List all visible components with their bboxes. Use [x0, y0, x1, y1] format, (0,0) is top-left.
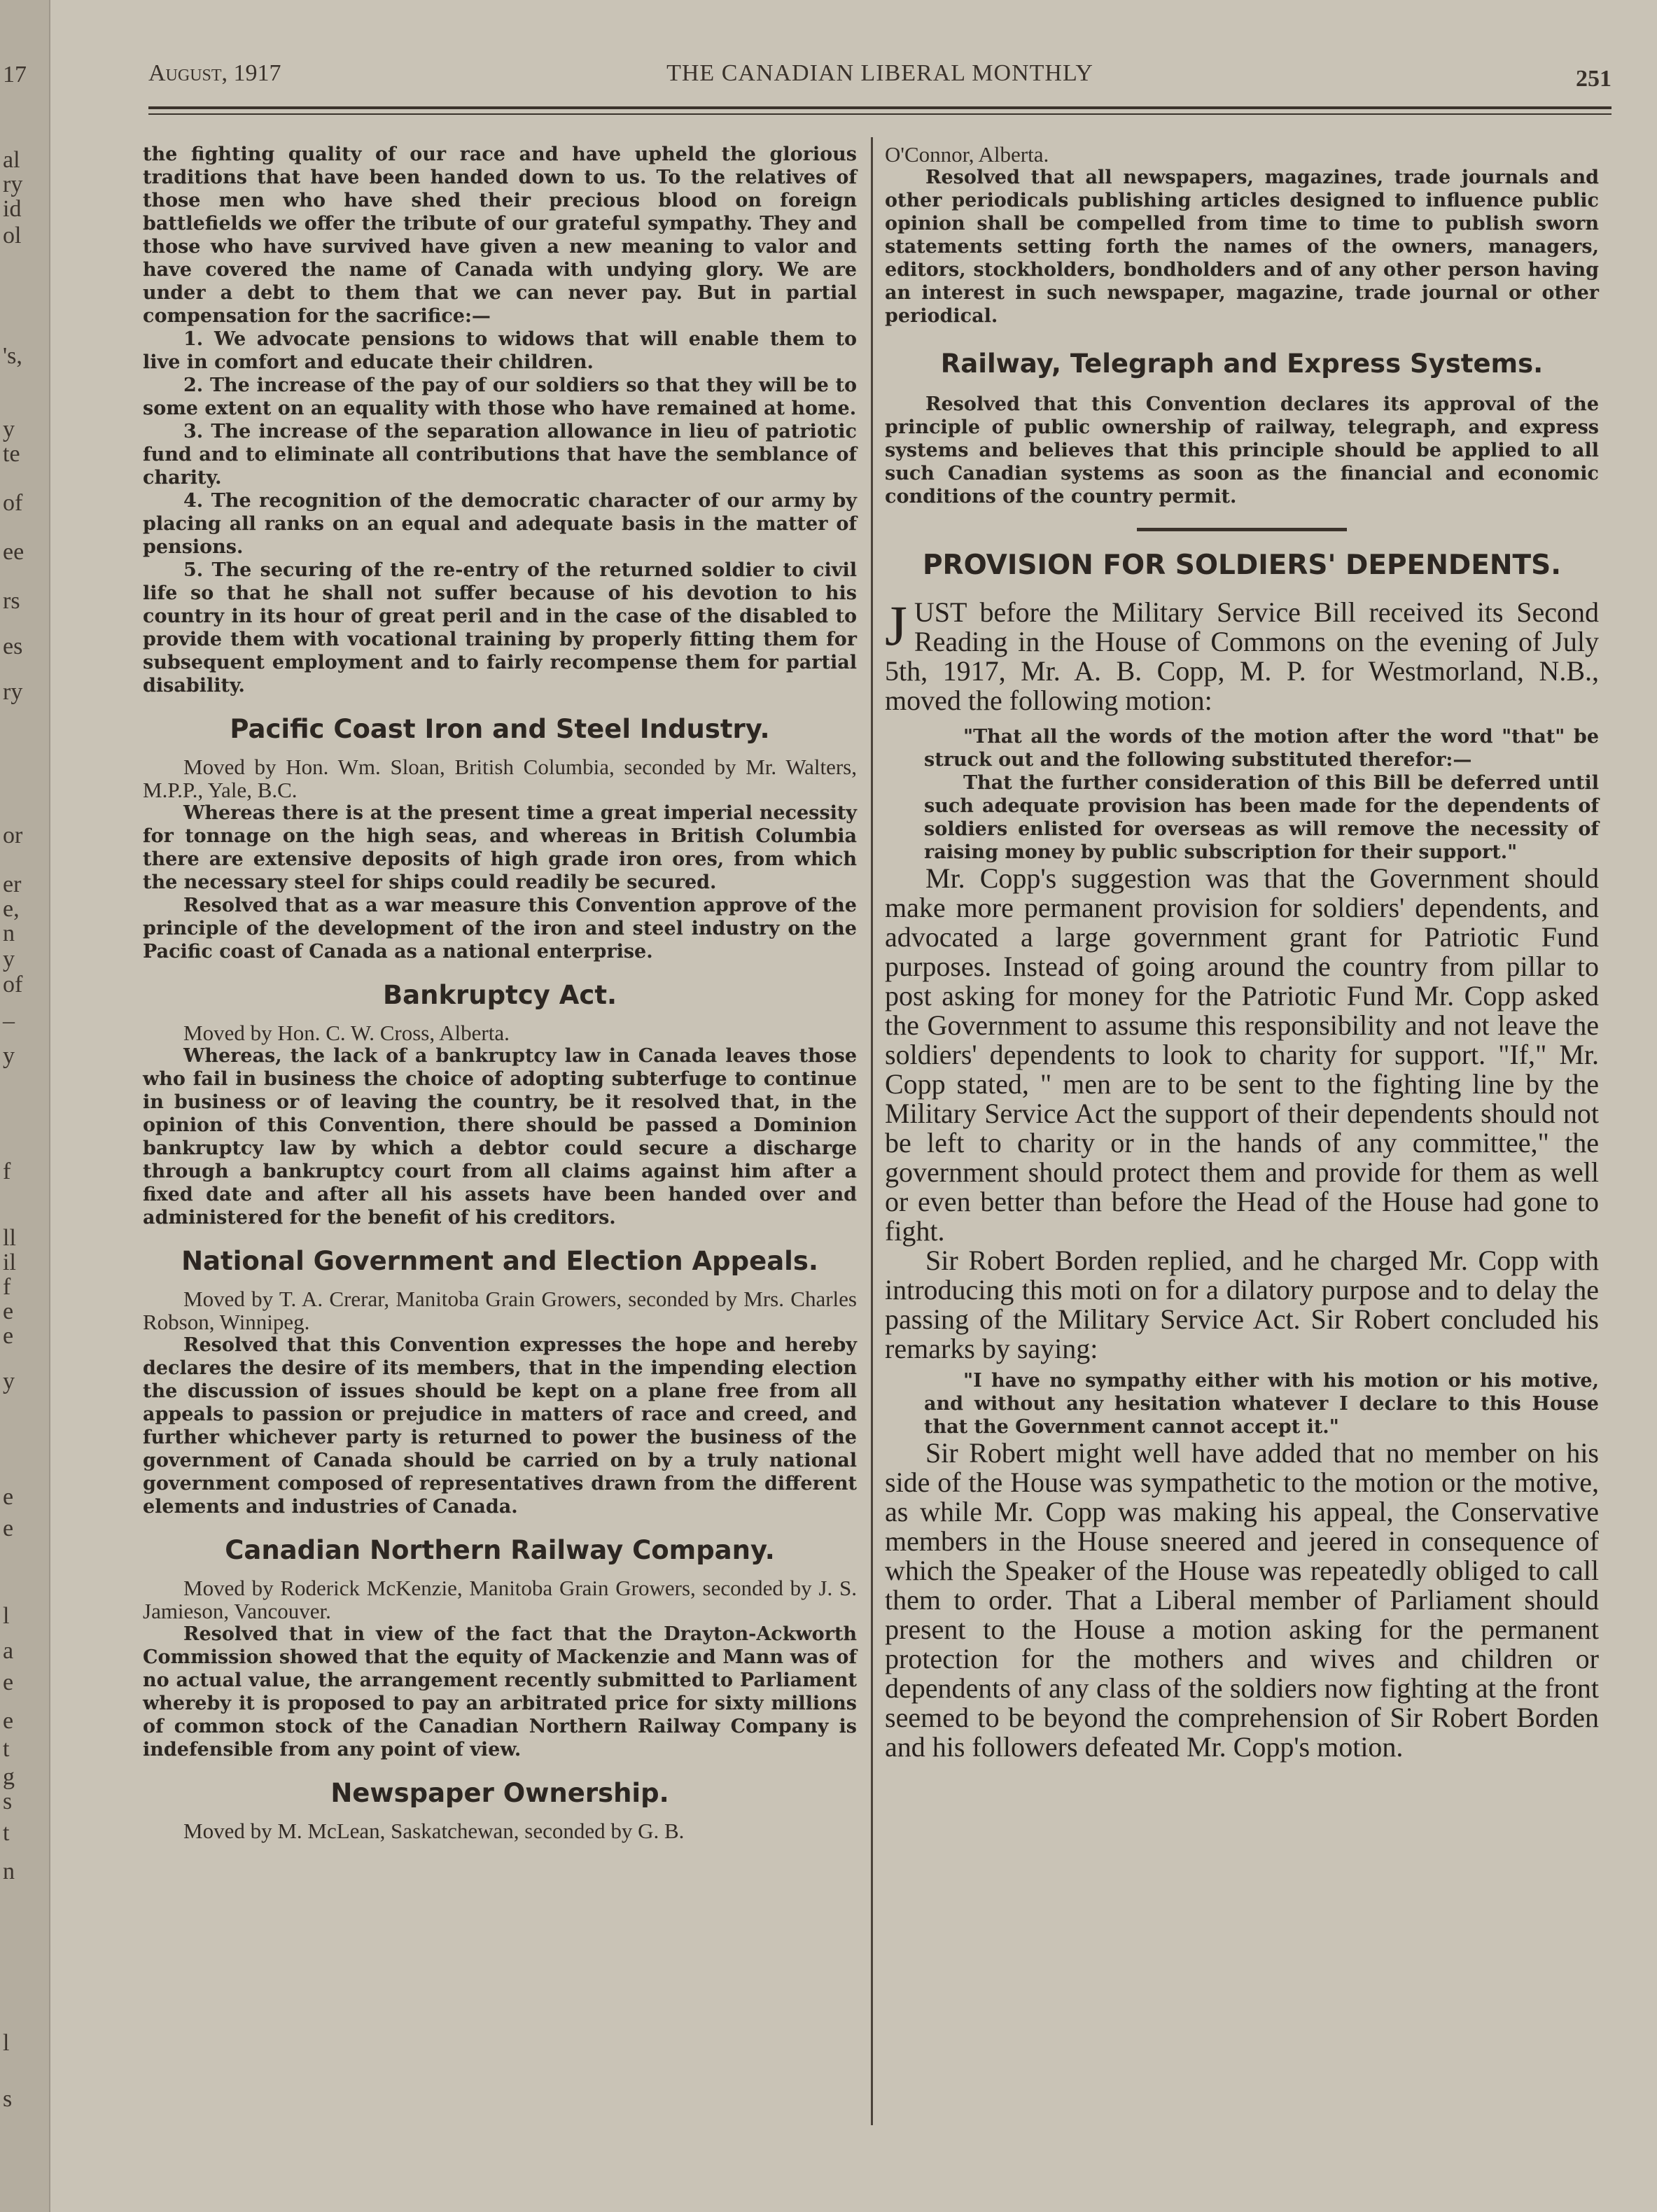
article-lead-text: UST before the Military Service Bill received its Second Reading in the House of Commons on the evening of July 5th, 1917, Mr. A. B. Copp, M. P. for Westmorland, N.B., moved the following motion: [885, 596, 1599, 716]
paragraph-copp-suggestion: Mr. Copp's suggestion was that the Government should make more permanent provision for soldiers' dependents, and advocated a large government grant for Patriotic Fund purposes. Instead of going around the country from pillar to post asking for money for the Patriotic Fund Mr. Copp asked the Government to assume this responsibility and not leave the soldiers' dependents to look to charity for support. "If," Mr. Copp stated, " men are to be sent to the fighting line by the Military Service Act the support of their dependents should not be left to charity or in the hands of any committee," the government should protect them and provide for them as well or even better than before the Head of the House had gone to fight. [885, 862, 1599, 1247]
margin-fragment: t [3, 1736, 10, 1762]
borden-quote [885, 1369, 1599, 1438]
margin-fragment: s [3, 1788, 13, 1814]
margin-fragment: ol [3, 223, 22, 248]
margin-fragment: e [3, 1516, 14, 1541]
margin-fragment: y [3, 1043, 15, 1069]
resolved-cnr: Resolved that in view of the fact that the Drayton-Ackworth Commission showed that the equity of Mackenzie and Mann was of no actual value, the arrangement recently submitted to Parliament whereby it is proposed to pay an arbitrated price for sixty millions of common stock of the Canadian Northern Railway Company is indefensible from any point of view. [143, 1623, 857, 1760]
margin-fragment: s [3, 2086, 13, 2112]
resolved-railway: Resolved that this Convention declares its approval of the principle of public ownership of railway, telegraph, and express systems and believes that this principle should be applied to all such Canadian systems as soon as the financial and economic conditions of the country permit. [885, 393, 1599, 507]
paragraph-borden-reply: Sir Robert Borden replied, and he charged Mr. Copp with introducing this moti on for a dilatory purpose and to delay the passing of the Military Service Act. Sir Robert concluded his remarks by saying: [885, 1245, 1599, 1364]
margin-fragment: ee [3, 539, 25, 565]
article-title: PROVISION FOR SOLDIERS' DEPENDENTS. [922, 550, 1562, 581]
moved-by-cnr: Moved by Roderick McKenzie, Manitoba Grain Growers, seconded by J. S. Jamieson, Vancouver. [143, 1576, 857, 1623]
moved-by-pacific: Moved by Hon. Wm. Sloan, British Columbia, seconded by Mr. Walters, M.P.P., Yale, B.C. [143, 755, 857, 802]
issue-date: August, 1917 [148, 60, 281, 86]
margin-fragment: e [3, 1323, 14, 1349]
quote-borden: "I have no sympathy either with his motion or his motive, and without any hesitation whatever I declare to this House that the Government cannot accept it." [924, 1370, 1599, 1438]
margin-fragment: n [3, 920, 15, 946]
intro-paragraph: the fighting quality of our race and have upheld the glorious traditions that have been handed down to us. To the relatives of those men who have shed their precious blood on foreign battlefields we offer the tribute of our grateful sympathy. They and those who have survived have given a new meaning to valor and have covered the name of Canada with undying glory. We are under a debt to them that we can never pay. But in partial compensation for the sacrifice:— [143, 144, 857, 327]
section-heading-pacific: Pacific Coast Iron and Steel Industry. [230, 714, 770, 744]
point-1: 1. We advocate pensions to widows that will enable them to live in comfort and educate their children. [143, 328, 857, 373]
section-heading-bankruptcy: Bankruptcy Act. [382, 980, 617, 1010]
margin-fragment: l [3, 2030, 10, 2056]
point-4: 4. The recognition of the democratic character of our army by placing all ranks on an equal and adequate basis in the matter of pensions. [143, 490, 857, 558]
copp-motion-quote [885, 725, 1599, 864]
margin-fragment: rs [3, 588, 20, 614]
margin-fragment: ll [3, 1225, 16, 1251]
margin-fragment: f [3, 1158, 11, 1184]
margin-fragment: al [3, 147, 20, 173]
continued-line: O'Connor, Alberta. [885, 142, 1049, 167]
point-5: 5. The securing of the re-entry of the returned soldier to civil life so that he shall not suffer because of his devotion to his country in its hour of great peril and in the case of the disabled to provide them with vocational training by properly fitting them for subsequent employment and to fairly recompense them for partial disability. [143, 559, 857, 696]
margin-fragment: y [3, 1368, 15, 1394]
margin-fragment: of [3, 972, 23, 997]
whereas-pacific: Whereas there is at the present time a great imperial necessity for tonnage on the high seas, and whereas in British Columbia there are extensive deposits of high grade iron ores, from which the necessary steel for ships could readily be secured. [143, 802, 857, 893]
margin-fragment: e [3, 1708, 14, 1734]
moved-by-national: Moved by T. A. Crerar, Manitoba Grain Growers, seconded by Mrs. Charles Robson, Winnipeg. [143, 1287, 857, 1334]
margin-fragment: f [3, 1274, 11, 1300]
left-column [143, 143, 857, 1842]
margin-fragment: e [3, 1670, 14, 1695]
resolved-newspaper: Resolved that all newspapers, magazines, trade journals and other periodicals publishing articles designed to influence public opinion shall be compelled from time to time to publish sworn statements setting forth the names of the owners, managers, editors, stockholders, bondholders and of any other person having an interest in such newspaper, magazine, trade journal or other periodical. [885, 167, 1599, 327]
section-heading-railway: Railway, Telegraph and Express Systems. [940, 349, 1544, 379]
resolved-pacific: Resolved that as a war measure this Convention approve of the principle of the development of the iron and steel industry on the Pacific coast of Canada as a national enterprise. [143, 895, 857, 962]
margin-fragment: of [3, 490, 23, 516]
adjacent-page-edge [0, 0, 50, 2212]
margin-fragment: id [3, 196, 22, 222]
margin-fragment: il [3, 1250, 16, 1275]
margin-fragment: n [3, 1858, 15, 1884]
margin-fragment: or [3, 822, 23, 848]
running-header [148, 60, 1611, 95]
margin-fragment: t [3, 1820, 10, 1846]
margin-fragment: – [3, 1008, 15, 1034]
resolution-bankruptcy: Whereas, the lack of a bankruptcy law in Canada leaves those who fail in business the choice of adopting subterfuge to continue in business or of leaving the country, be it resolved that, in the opinion of this Convention, there should be passed a Dominion bankruptcy law by which a debtor could secure a discharge through a bankruptcy court from all claims against him after a fixed date and after all his assets have been handed over and administered for the benefit of his creditors. [143, 1045, 857, 1228]
margin-fragment: y [3, 946, 15, 972]
section-heading-cnr: Canadian Northern Railway Company. [225, 1535, 775, 1565]
article-lead [885, 594, 1599, 716]
margin-fragment: g [3, 1764, 15, 1790]
margin-fragment: 's, [3, 343, 22, 369]
margin-fragment: l [3, 1603, 10, 1629]
margin-fragment: e [3, 1484, 14, 1510]
section-heading-newspaper: Newspaper Ownership. [330, 1778, 669, 1808]
margin-fragment: ry [3, 172, 23, 197]
header-rule [148, 106, 1611, 109]
section-separator [885, 528, 1599, 531]
resolved-national: Resolved that this Convention expresses the hope and hereby declares the desire of its members, that in the impending election the discussion of issues should be kept on a plane free from all appeals to passion or prejudice in matters of race and creed, and further whichever party is returned to power the business of the government of Canada should be carried on by a truly national government composed of representatives drawn from the different elements and industries of Canada. [143, 1334, 857, 1518]
journal-title: THE CANADIAN LIBERAL MONTHLY [666, 60, 1093, 86]
quote-motion-part2: That the further consideration of this Bill be deferred until such adequate provision has been made for the dependents of soldiers enlisted for overseas as will remove the necessity of raising money by public subscription for their support." [924, 772, 1599, 863]
margin-fragment: te [3, 441, 20, 467]
column-divider [871, 137, 873, 2125]
magazine-page [50, 0, 1657, 2212]
margin-fragment: 17 [3, 62, 27, 88]
header-rule-thin [148, 113, 1611, 115]
point-3: 3. The increase of the separation allowance in lieu of patriotic fund and to eliminate all contributions that have the semblance of charity. [143, 421, 857, 489]
margin-fragment: es [3, 634, 23, 659]
right-column [885, 143, 1599, 1762]
paragraph-conclusion: Sir Robert might well have added that no member on his side of the House was sympathetic to the motion or the motive, as while Mr. Copp was making his appeal, the Conservative members in the House sneered and jeered in consequence of which the Speaker of the House was repeatedly obliged to call them to order. That a Liberal member of Parliament should present to the House a motion asking for the permanent protection for the mothers and wives and children or dependents of any class of the soldiers now fighting at the front seemed to be beyond the comprehension of Sir Robert Borden and his followers defeated Mr. Copp's motion. [885, 1437, 1599, 1763]
margin-fragment: a [3, 1638, 14, 1664]
moved-by-bankruptcy: Moved by Hon. C. W. Cross, Alberta. [183, 1021, 510, 1045]
quote-motion-part1: "That all the words of the motion after the word "that" be struck out and the following substituted therefor:— [924, 726, 1599, 771]
point-2: 2. The increase of the pay of our soldiers so that they will be to some extent on an equality with those who have remained at home. [143, 374, 857, 419]
margin-fragment: e, [3, 896, 20, 922]
margin-fragment: e [3, 1298, 14, 1324]
margin-fragment: ry [3, 679, 23, 705]
page-number: 251 [1576, 66, 1611, 92]
drop-cap: J [885, 594, 907, 657]
margin-fragment: er [3, 872, 22, 897]
moved-by-newspaper: Moved by M. McLean, Saskatchewan, seconded by G. B. [183, 1819, 685, 1843]
margin-fragment: y [3, 416, 15, 442]
section-heading-national: National Government and Election Appeals. [181, 1246, 818, 1276]
